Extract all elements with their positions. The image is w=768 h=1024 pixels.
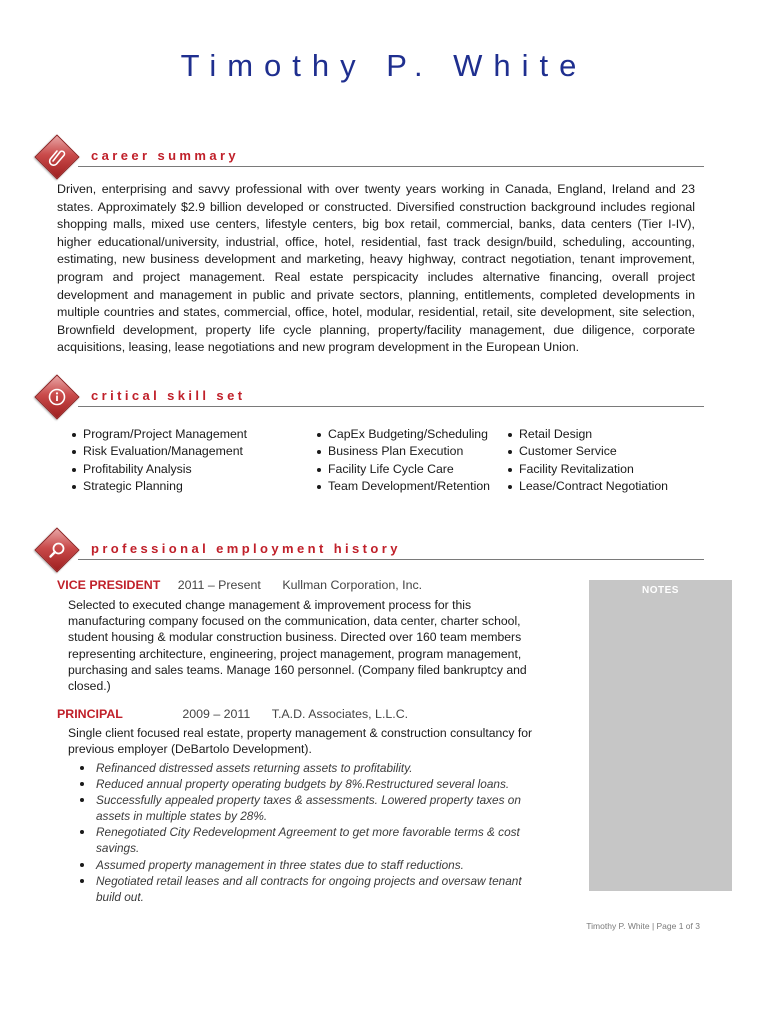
skill-item: Facility Life Cycle Care [315,461,490,478]
job-heading [57,707,408,721]
skill-item: Profitability Analysis [70,461,247,478]
page-footer: Timothy P. White | Page 1 of 3 [586,921,700,931]
list-item: Reduced annual property operating budgets by 8%.Restructured several loans. [78,776,548,792]
section-divider [78,559,704,560]
career-summary-text: Driven, enterprising and savvy professional with over twenty years working in Canada, England, Ireland and 23 states. Approximately $2.9 billion developed or constructed. Diversified construction background includes regional shopping malls, mixed use centers, lifestyle centers, big box retail, commercial, banks, data centers (Tier I-IV), higher educational/university, industrial, office, hotel, residential, fast track design/build, scheduling, accounting, estimating, new business development and marketing, heavy highway, contract negotiation, tenant improvement, program and project management. Real estate perspicacity includes alternative financing, overall project development and management in public and private sectors, planning, entitlements, completed developments in multiple countries and states, commercial, office, hotel, modular, residential, retail, site development, site selection, Brownfield development, property life cycle planning, property/facility management, due diligence, corporate acquisitions, leasing, lease negotiations and new program development in the European Union. [57,182,695,355]
job-company: Kullman Corporation, Inc. [282,578,423,592]
section-divider [78,406,704,407]
job-title: PRINCIPAL [57,707,123,721]
skill-item: Customer Service [506,443,668,460]
list-item: Refinanced distressed assets returning assets to profitability. [78,760,548,776]
job-title: VICE PRESIDENT [57,578,161,592]
job-description: Selected to executed change management & improvement process for this manufacturing company focused on the communication, data center, charter school, student housing & modular construction business. Directed over 160 team members representing architecture, engineering, project management, program management, purchasing and sales teams. Manage 160 personnel. (Company filed bankruptcy and closed.) [68,598,527,694]
notes-label: NOTES [642,585,679,596]
skills-list [62,426,702,498]
skill-item: Strategic Planning [70,478,247,495]
skill-item: Team Development/Retention [315,478,490,495]
skill-item: Business Plan Execution [315,443,490,460]
section-title: critical skill set [91,388,246,403]
skills-column [315,426,490,496]
resume-name: Timothy P. White [180,48,588,83]
list-item: Successfully appealed property taxes & assessments. Lowered property taxes on assets in multiple states by 28%. [78,792,548,824]
section-header-skills [36,376,704,420]
accomplishments-list [78,760,548,905]
notes-panel [589,580,732,891]
paperclip-icon [46,146,68,168]
skill-item: Retail Design [506,426,668,443]
section-title: professional employment history [91,541,401,556]
section-header-employment [36,529,704,573]
section-header-career-summary [36,136,704,180]
section-title: career summary [91,148,240,163]
skills-column [506,426,668,496]
magnifier-icon [46,539,68,561]
skills-column [70,426,247,496]
skill-item: Risk Evaluation/Management [70,443,247,460]
skill-item: CapEx Budgeting/Scheduling [315,426,490,443]
list-item: Negotiated retail leases and all contracts for ongoing projects and oversaw tenant build out. [78,873,548,905]
job-description: Single client focused real estate, property management & construction consultancy for previous employer (DeBartolo Development). [68,726,533,757]
job-dates: 2011 – Present [177,578,261,592]
skill-item: Lease/Contract Negotiation [506,478,668,495]
skill-item: Facility Revitalization [506,461,668,478]
list-item: Renegotiated City Redevelopment Agreement to get more favorable terms & cost savings. [78,824,548,856]
section-divider [78,166,704,167]
job-dates: 2009 – 2011 [182,707,251,721]
skill-item: Program/Project Management [70,426,247,443]
list-item: Assumed property management in three states due to staff reductions. [78,857,548,873]
job-heading [57,578,422,592]
job-company: T.A.D. Associates, L.L.C. [271,707,409,721]
info-icon [46,386,68,408]
